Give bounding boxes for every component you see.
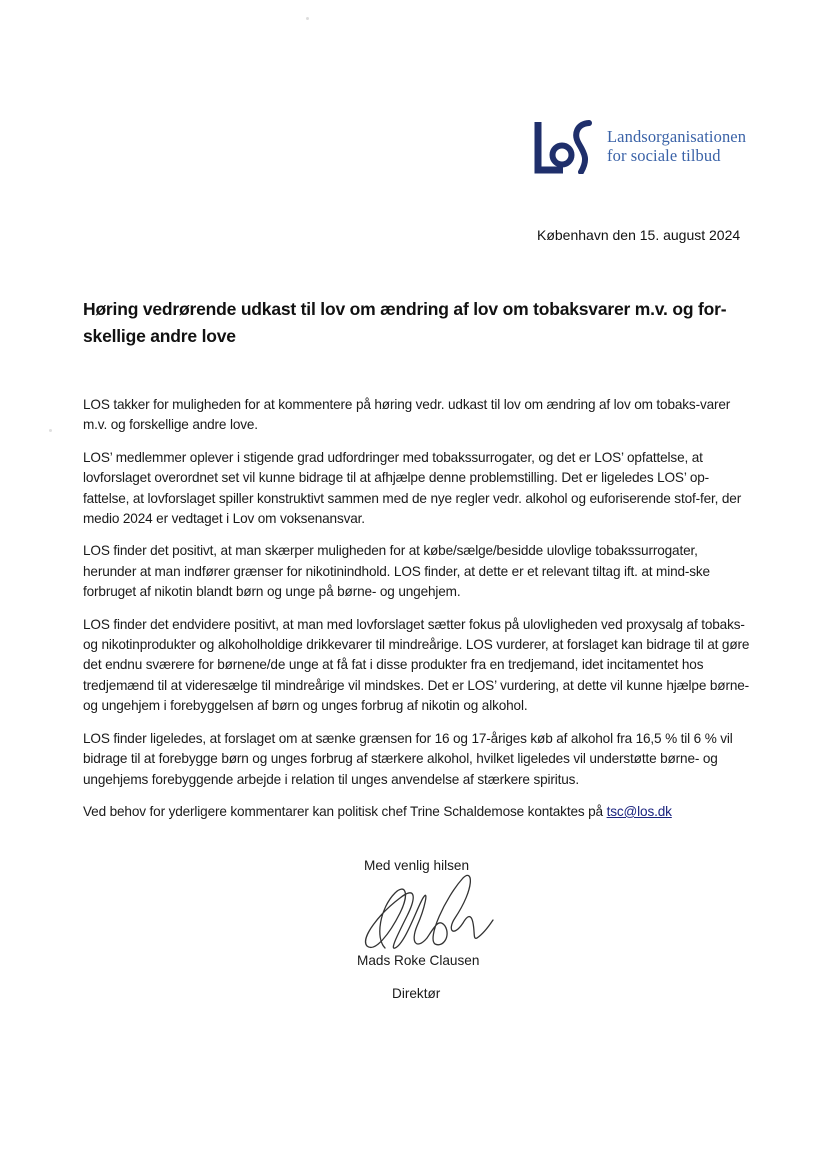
scan-speck bbox=[306, 17, 309, 20]
contact-text: Ved behov for yderligere kommentarer kan politisk chef Trine Schaldemose kontaktes på bbox=[83, 803, 607, 819]
paragraph: LOS finder det positivt, at man skærper muligheden for at købe/sælge/besidde ulovlige tobakssurrogater, herunder at man indfører grænser for nikotinindhold. LOS finder, at dette er et relevant tiltag ift. at mind-ske forbruget af nikotin blandt børn og unge på børne- og ungehjem. bbox=[83, 543, 710, 600]
paragraph: LOS finder ligeledes, at forslaget om at sænke grænsen for 16 og 17-åriges køb af alkohol fra 16,5 % til 6 % vil bidrage til at forebygge børn og unges forbrug af stærkere alkohol, hvilket ligeledes vil understøtte børne- og ungehjems forebyggende arbejde i relation til unges anvendelse af stærkere spiritus. bbox=[83, 730, 733, 787]
paragraph: LOS takker for muligheden for at kommentere på høring vedr. udkast til lov om ændring af lov om tobaks-varer m.v. og forskellige andre love. bbox=[83, 397, 731, 433]
org-name-line1: Landsorganisationen bbox=[607, 127, 747, 146]
signer-title: Direktør bbox=[392, 986, 441, 1001]
contact-email-link[interactable]: tsc@los.dk bbox=[606, 803, 672, 819]
paragraph: LOS’ medlemmer oplever i stigende grad udfordringer med tobakssurrogater, og det er LOS’ opfattelse, at lovforslaget overordnet set vil kunne bidrage til at afhjælpe denne problemstilling. Det er ligeledes LOS’ op-fattelse, at lovforslaget spiller konstruktivt sammen med de nye regler vedr. alkohol og euforiserende stof-fer, der medio 2024 er vedtaget i Lov om voksenansvar. bbox=[83, 449, 742, 527]
org-name-line2: for sociale tilbud bbox=[607, 146, 721, 165]
letter-body bbox=[83, 395, 753, 834]
letterhead-logo bbox=[533, 118, 746, 174]
closing-greeting: Med venlig hilsen bbox=[364, 858, 470, 873]
org-name bbox=[607, 127, 746, 165]
los-logo-icon bbox=[533, 118, 597, 174]
dateline: København den 15. august 2024 bbox=[537, 227, 741, 243]
paragraph: LOS finder det endvidere positivt, at man med lovforslaget sætter fokus på ulovligheden ved proxysalg af tobaks- og nikotinprodukter og alkoholholdige drikkevarer til mindreårige. LOS vurderer, at forslaget kan bidrage til at gøre det endnu sværere for børnene/de unge at få fat i disse produkter fra en tredjemand, idet incitamentet hos tredjemænd til at videresælge til mindreårige vil mindskes. Det er LOS’ vurdering, at dette vil kunne hjælpe børne- og ungehjem i forebyggelsen af børn og unges forbrug af nikotin og alkohol. bbox=[83, 616, 750, 714]
contact-paragraph bbox=[83, 802, 753, 822]
scan-speck bbox=[49, 429, 52, 432]
letter-title: Høring vedrørende udkast til lov om ændring af lov om tobaksvarer m.v. og for-skellige andre love bbox=[83, 299, 727, 346]
signer-name: Mads Roke Clausen bbox=[357, 953, 480, 968]
